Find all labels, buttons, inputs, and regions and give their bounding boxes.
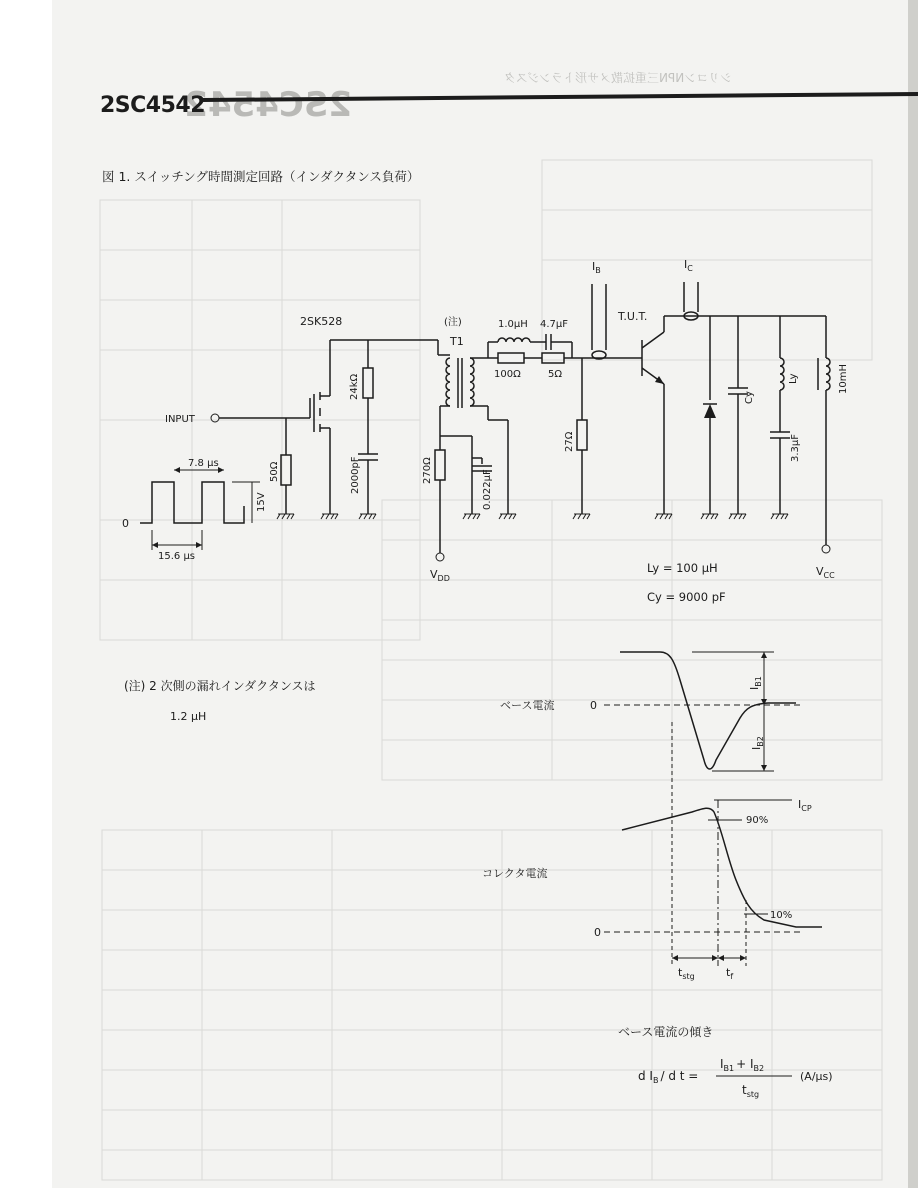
r24k-label: 24kΩ (349, 373, 360, 400)
r5-label: 5Ω (548, 369, 563, 380)
datasheet-figure (52, 0, 918, 1188)
pulse-amplitude-label: 15V (256, 492, 267, 512)
formula-lhs: d $I_B$ / d t = (638, 1069, 699, 1085)
cy-value: Cy = 9000 pF (647, 590, 726, 604)
ly-label: Ly (788, 373, 799, 384)
note-line-1: (注) 2 次側の漏れインダクタンスは (124, 679, 316, 693)
fet-label: 2SK528 (300, 315, 343, 328)
l10m-label: 10mH (838, 364, 849, 394)
ib2-label: $I_{B2}$ (750, 736, 765, 750)
switching-test-circuit (122, 258, 849, 604)
input-label: INPUT (165, 414, 195, 425)
base-current-slope-formula (618, 1024, 833, 1099)
formula-title: ベース電流の傾き (618, 1025, 714, 1039)
icp-label: $I_{CP}$ (798, 798, 812, 813)
r100-label: 100Ω (494, 369, 521, 380)
base-current-label: ベース電流 (500, 699, 555, 712)
pulse-zero-label: 0 (122, 517, 129, 530)
base-current-trace (620, 652, 796, 769)
ib1-label: $I_{B1}$ (748, 676, 763, 690)
ic-label: $I_C$ (684, 258, 693, 273)
base-zero-label: 0 (590, 699, 597, 712)
collector-zero-label: 0 (594, 926, 601, 939)
l1u-label: 1.0μH (498, 319, 528, 330)
scanned-page (52, 0, 918, 1188)
vdd-network (422, 436, 493, 583)
formula-denominator: $t_{stg}$ (742, 1083, 760, 1099)
input-stage (165, 414, 310, 519)
formula-unit: (A/μs) (800, 1070, 833, 1083)
base-drive-network (488, 260, 642, 519)
tstg-label: $t_{stg}$ (678, 966, 695, 981)
c33u-label: 3.3μF (790, 433, 801, 462)
p10-label: 10% (770, 910, 793, 921)
ly-value: Ly = 100 μH (647, 561, 718, 575)
tut-label: T.U.T. (618, 310, 648, 323)
transformer-t1 (438, 316, 516, 519)
fet-2sk528 (300, 315, 342, 519)
collector-network (701, 316, 849, 580)
r50-label: 50Ω (269, 461, 280, 482)
mirrored-ghost-title: 2SC4542 (184, 85, 352, 125)
figure-caption: 図 1. スイッチング時間測定回路（インダクタンス負荷） (102, 169, 420, 184)
c47u-label: 4.7μF (540, 319, 569, 330)
vcc-label: $V_{CC}$ (816, 565, 835, 580)
tf-label: $t_f$ (726, 966, 734, 981)
c2000p-label: 2000pF (350, 456, 361, 494)
drain-network (330, 340, 438, 519)
header (100, 70, 918, 125)
input-pulse-waveform (122, 458, 267, 562)
pulse-period-label: 7.8 μs (188, 458, 219, 469)
transformer-label: T1 (450, 335, 464, 348)
part-number: 2SC4542 (100, 93, 206, 118)
vdd-label: $V_{DD}$ (430, 568, 450, 583)
mirrored-ghost-subtitle: シリコンNPN三重拡散メサ形トランジスタ (503, 71, 732, 85)
r27-label: 27Ω (564, 431, 575, 452)
pulse-width-label: 15.6 μs (158, 551, 196, 562)
c0022-label: 0.022μF (482, 469, 493, 510)
collector-current-label: コレクタ電流 (482, 867, 548, 880)
r270-label: 270Ω (422, 457, 433, 484)
note-line-2: 1.2 μH (170, 710, 207, 723)
formula-numerator: $I_{B1} + I_{B2}$ (720, 1057, 765, 1073)
transistor-tut (617, 258, 826, 519)
p90-label: 90% (746, 815, 769, 826)
ib-label: $I_B$ (592, 260, 601, 275)
cy-label: Cy (744, 391, 755, 404)
note-tag: (注) (444, 317, 462, 328)
switching-waveforms (482, 652, 822, 981)
